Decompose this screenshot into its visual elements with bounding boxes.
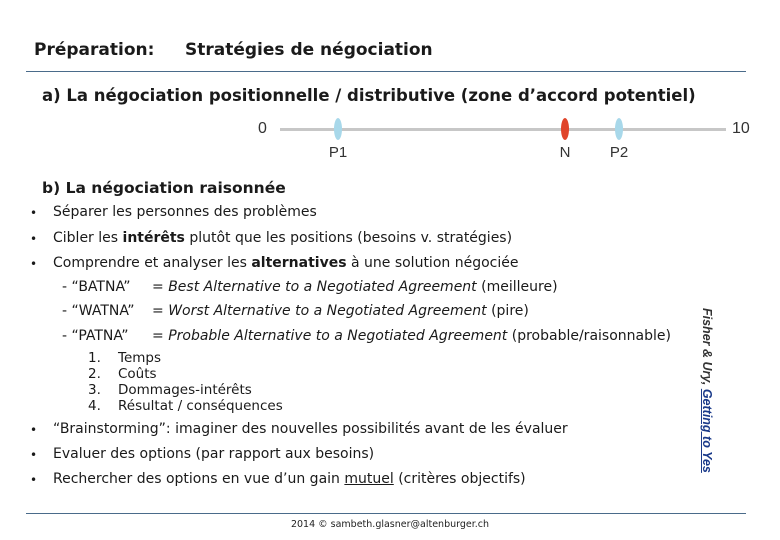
batna-definition: = Best Alternative to a Negotiated Agreement (meilleure) (152, 279, 558, 295)
scale-point-label: P1 (328, 144, 348, 161)
source-note: Fisher & Ury, Getting to Yes (700, 308, 714, 473)
zopa-scale (280, 124, 726, 164)
header-divider (26, 71, 746, 72)
bullet-1-text: Séparer les personnes des problèmes (53, 204, 317, 220)
bullet-1-marker: • (30, 206, 38, 220)
bullet-4-marker: • (30, 423, 38, 437)
footer-divider (26, 513, 746, 514)
scale-point-p1 (334, 118, 342, 140)
bullet-3-marker: • (30, 257, 38, 271)
list-item: 1. Temps (88, 350, 162, 366)
scale-max-label: 10 (732, 120, 750, 137)
scale-line (280, 128, 726, 131)
bullet-2-text: Cibler les intérêts plutôt que les positions (besoins v. stratégies) (53, 230, 513, 246)
scale-point-p2 (615, 118, 623, 140)
patna-prefix: - “PATNA” (62, 328, 129, 344)
watna-definition: = Worst Alternative to a Negotiated Agreement (pire) (152, 303, 529, 319)
scale-point-label: P2 (609, 144, 629, 161)
section-a-title: a) La négociation positionnelle / distributive (zone d’accord potentiel) (42, 86, 696, 105)
bullet-2-marker: • (30, 232, 38, 246)
bullet-6-text: Rechercher des options en vue d’un gain mutuel (critères objectifs) (53, 471, 526, 487)
watna-prefix: - “WATNA” (62, 303, 135, 319)
bullet-5-marker: • (30, 448, 38, 462)
batna-prefix: - “BATNA” (62, 279, 131, 295)
section-b-title: b) La négociation raisonnée (42, 179, 286, 197)
scale-min-label: 0 (258, 120, 267, 137)
patna-definition: = Probable Alternative to a Negotiated Agreement (probable/raisonnable) (152, 328, 671, 344)
list-item: 4. Résultat / conséquences (88, 398, 283, 414)
list-item: 3. Dommages-intérêts (88, 382, 252, 398)
scale-point-n (561, 118, 569, 140)
page-title: Stratégies de négociation (185, 40, 433, 60)
numbered-list (88, 350, 283, 414)
bullet-5-text: Evaluer des options (par rapport aux besoins) (53, 446, 375, 462)
bullet-4-text: “Brainstorming”: imaginer des nouvelles possibilités avant de les évaluer (53, 421, 568, 437)
scale-point-label: N (559, 144, 571, 161)
bullet-6-marker: • (30, 473, 38, 487)
bullet-3-text: Comprendre et analyser les alternatives à une solution négociée (53, 255, 519, 271)
list-item: 2. Coûts (88, 366, 157, 382)
book-title: Getting to Yes (700, 388, 714, 473)
footer-copyright: 2014 © sambeth.glasner@altenburger.ch (290, 519, 490, 530)
header-label: Préparation: (34, 40, 155, 60)
